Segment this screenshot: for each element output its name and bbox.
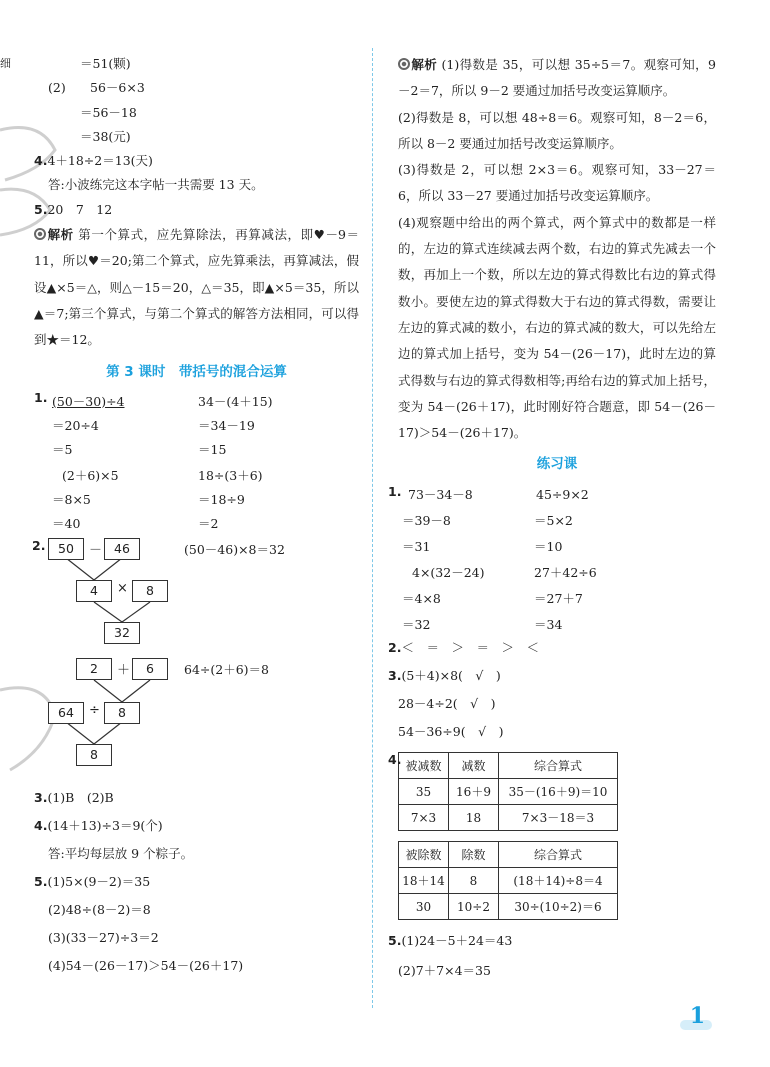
calc-line: ＝8×5	[52, 491, 91, 507]
table-header: 综合算式	[499, 753, 618, 779]
calc-line: ＝10	[534, 539, 563, 555]
calc-line: ＝5×2	[534, 513, 573, 529]
exercise-1-col1b	[52, 464, 119, 537]
analysis-icon	[398, 58, 410, 70]
diagram-box: 8	[132, 580, 168, 602]
table-cell: 35	[399, 779, 449, 805]
section-title: 练习课	[536, 456, 578, 473]
calc-line: 27＋42÷6	[534, 565, 597, 581]
calc-line: ＝2	[198, 516, 219, 532]
question-3: 3.(1)B (2)B	[34, 789, 114, 805]
calc-line: ＝34－19	[198, 417, 255, 433]
table-cell: (18＋14)÷8＝4	[499, 868, 618, 894]
subtraction-table	[398, 752, 618, 831]
practice-5: 5.(1)24－5＋24＝43	[388, 933, 513, 949]
table-row	[399, 894, 618, 920]
calc-line: ＝5	[52, 442, 73, 458]
practice-1-block	[388, 482, 716, 634]
left-column: 细 ＝51(颗) (2) 56－6×3 ＝56－18 ＝38(元) 4.4＋18÷2＝13(天) 答:小波练完这本字帖一共需要 13 天。 5.20 7 12 解析 第一个算式，应先算除法，再算减法，即♥－9＝11，所以♥＝20;第二个算式，应先算乘法，再算减法，假设▲×5＝△，则△－15＝20，△＝35，即▲×5＝35，所以▲＝7;第三个算式，与第二个算式的解答方法相同，可以得到★＝12。 第 3 课时 带括号的混合运算 1. (50－30)÷4 ＝20÷4 ＝5 34－(4＋15) ＝34－19 ＝15 (2＋6)×5 ＝8×5 ＝40 18÷(3＋6) ＝18÷9 ＝2 2. 50 － 46 4 × 8 32 (50－46)×8＝32 2 ＋ 6 64 ÷ 8 8 64÷(2＋6)＝8 3.(1)B (2)B 4.(14＋13)÷3＝9(个) 答:平均每层放 9 个粽子。 5.(1)5×(9－2)＝35 (2)48÷(8－2)＝8 (3)(33－27)÷3＝2 (4)54－(26－17)＞54－(26＋17)	[34, 52, 359, 980]
answer-text: 答:平均每层放 9 个粽子。	[48, 845, 194, 861]
calc-line: ＝38(元)	[80, 128, 131, 144]
calc-line: (4)54－(26－17)＞54－(26＋17)	[48, 957, 244, 973]
diagram-box: 4	[76, 580, 112, 602]
analysis-paragraph-4: (4)观察题中给出的两个算式，两个算式中的数都是一样的，左边的算式连续减去两个数，右边的算式先减去一个数，再加上一个数，所以左边的算式得数比右边的算式得数小。要使左边的算式得数大于右边的算式得数，需要让左边的算式减的数小，右边的算式减的数大，可以先给左边的算式加上括号，变为 54－(26－17)，此时左边的算式得数与右边的算式得数相等;再给右边的算式加上括号，变为 54－(26＋17)，此时刚好符合题意，即 54－(26－17)＞54－(26＋17)。	[398, 214, 716, 441]
calc-line: ＝39－8	[402, 513, 451, 529]
calc-line: ＝20÷4	[52, 417, 99, 433]
table-cell: 7×3－18＝3	[499, 805, 618, 831]
question-5b: 5.(1)5×(9－2)＝35	[34, 873, 151, 889]
question-number: 1.	[34, 389, 48, 405]
calc-line: (2) 56－6×3	[48, 80, 145, 96]
calc-line: ＝31	[402, 539, 431, 555]
table-cell: 8	[449, 868, 499, 894]
calc-line: ＝34	[534, 617, 563, 633]
calc-line: (2)7＋7×4＝35	[398, 963, 491, 979]
diagram-box: 2	[76, 658, 112, 680]
right-column	[388, 52, 716, 986]
calc-line: ＝56－18	[80, 104, 137, 120]
analysis-paragraph-3: (3)得数是 2，可以想 2×3＝6。观察可知，33－27＝6，所以 33－27 要通过加括号改变运算顺序。	[398, 162, 716, 204]
calc-line: ＝40	[52, 516, 81, 532]
diagram-box: 64	[48, 702, 84, 724]
division-table	[398, 841, 618, 920]
table-header: 被除数	[399, 842, 449, 868]
calc-line: (2)48÷(8－2)＝8	[48, 901, 151, 917]
calc-line: ＝32	[402, 617, 431, 633]
question-4b: 4.(14＋13)÷3＝9(个)	[34, 817, 163, 833]
page-number: 1	[689, 1003, 705, 1029]
calc-line: ＝51(颗)	[80, 56, 131, 71]
practice-1-col2	[534, 482, 597, 638]
table-row	[399, 779, 618, 805]
table-header: 除数	[449, 842, 499, 868]
table-cell: 30÷(10÷2)＝6	[499, 894, 618, 920]
diagram-box: 8	[104, 702, 140, 724]
calc-line: 28－4÷2( √ )	[398, 696, 496, 712]
question-5: 5.20 7 12	[34, 201, 113, 217]
question-number: 4.	[388, 752, 402, 768]
calc-line: ＝27＋7	[534, 591, 583, 607]
diagram-equation: 64÷(2＋6)＝8	[184, 661, 269, 677]
exercise-1-block	[34, 390, 359, 538]
diagram-equation: (50－46)×8＝32	[184, 541, 285, 557]
table-cell: 10÷2	[449, 894, 499, 920]
column-divider	[372, 48, 373, 1008]
table-cell: 30	[399, 894, 449, 920]
table-row	[399, 805, 618, 831]
analysis-paragraph-2: (2)得数是 8，可以想 48÷8＝6。观察可知，8－2＝6，所以 8－2 要通过加括号改变运算顺序。	[398, 109, 716, 151]
diagram-operator: ＋	[117, 662, 131, 678]
question-4: 4.4＋18÷2＝13(天)	[34, 153, 153, 169]
exercise-1-col2	[198, 390, 273, 463]
practice-2: 2.＜ ＝ ＞ ＝ ＞ ＜	[388, 640, 539, 656]
table-cell: 18＋14	[399, 868, 449, 894]
diagram-box: 50	[48, 538, 84, 560]
calc-line: 18÷(3＋6)	[198, 467, 263, 483]
calc-line: 34－(4＋15)	[198, 393, 273, 409]
analysis-icon	[34, 228, 46, 240]
answer-text: 答:小波练完这本字帖一共需要 13 天。	[48, 177, 264, 193]
analysis-paragraph-1: 解析 (1)得数是 35，可以想 35÷5＝7。观察可知，9－2＝7，所以 9－2 要通过加括号改变运算顺序。	[398, 57, 716, 99]
table-header: 减数	[449, 753, 499, 779]
diagram-operator: －	[89, 542, 103, 558]
exercise-2-diagram	[34, 538, 359, 778]
calc-line: (50－30)÷4	[52, 393, 125, 409]
diagram-box: 46	[104, 538, 140, 560]
table-cell: 7×3	[399, 805, 449, 831]
diagram-box: 8	[76, 744, 112, 766]
table-row	[399, 868, 618, 894]
practice-4-block	[388, 752, 716, 920]
calc-line: ＝15	[198, 442, 227, 458]
diagram-box: 32	[104, 622, 140, 644]
calc-line: 4×(32－24)	[412, 565, 485, 581]
table-cell: 35－(16＋9)＝10	[499, 779, 618, 805]
table-header: 综合算式	[499, 842, 618, 868]
section-title: 第 3 课时 带括号的混合运算	[106, 363, 287, 380]
calc-line: ＝18÷9	[198, 491, 245, 507]
exercise-1-col2b	[198, 464, 263, 537]
diagram-operator: ×	[117, 580, 128, 596]
calc-line: 54－36÷9( √ )	[398, 724, 504, 740]
exercise-1-col1	[52, 390, 125, 463]
calc-line: ＝4×8	[402, 591, 441, 607]
practice-3: 3.(5＋4)×8( √ )	[388, 668, 501, 684]
question-number: 1.	[388, 484, 402, 500]
question-number: 2.	[32, 537, 46, 553]
diagram-operator: ÷	[89, 702, 100, 718]
calc-line: (3)(33－27)÷3＝2	[48, 929, 159, 945]
table-header: 被减数	[399, 753, 449, 779]
calc-line: 45÷9×2	[536, 487, 589, 503]
table-cell: 16＋9	[449, 779, 499, 805]
calc-line: (2＋6)×5	[62, 467, 119, 483]
calc-line: 73－34－8	[408, 487, 473, 503]
practice-1-col1	[402, 482, 485, 638]
diagram-box: 6	[132, 658, 168, 680]
analysis-paragraph: 解析 第一个算式，应先算除法，再算减法，即♥－9＝11，所以♥＝20;第二个算式，应先算乘法，再算减法，假设▲×5＝△，则△－15＝20，△＝35，即▲×5＝35，所以▲＝7;第三个算式，与第二个算式的解答方法相同，可以得到★＝12。	[34, 227, 359, 348]
table-cell: 18	[449, 805, 499, 831]
